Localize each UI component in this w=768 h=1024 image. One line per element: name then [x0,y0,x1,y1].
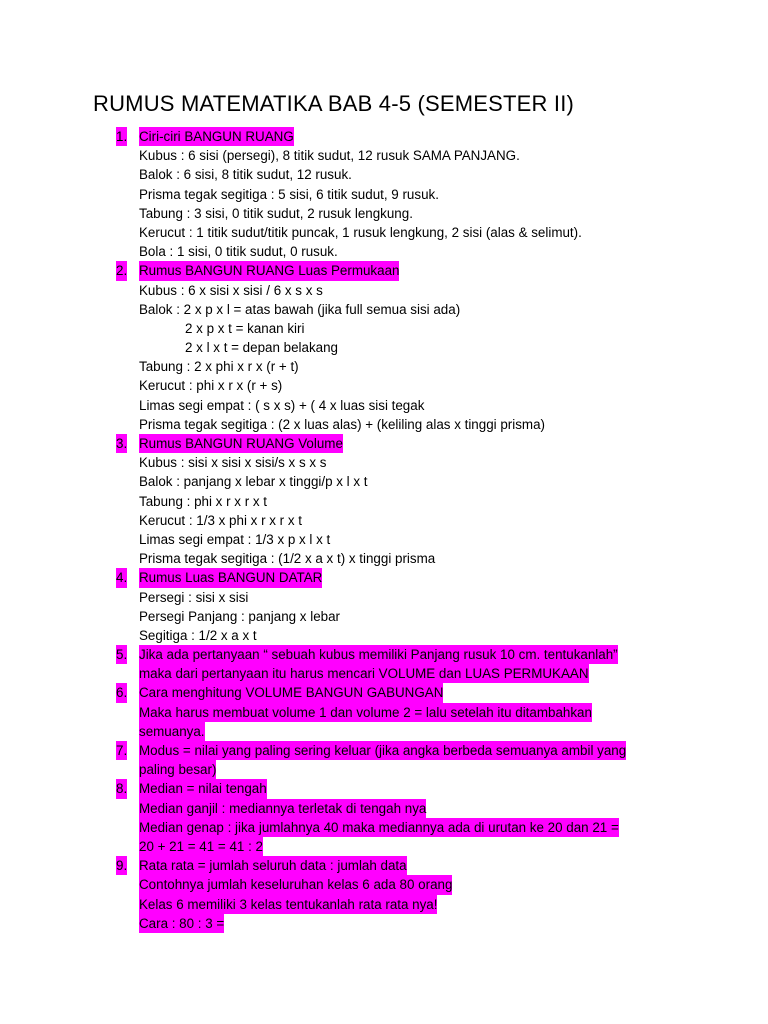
highlighted-text: Median ganjil : mediannya terletak di tengah nya [139,799,426,818]
highlighted-text: Rata rata = jumlah seluruh data : jumlah data [139,856,407,875]
highlighted-text: Rumus Luas BANGUN DATAR [139,568,322,587]
highlighted-text: semuanya. [139,722,205,741]
line-text: Bola : 1 sisi, 0 titik sudut, 0 rusuk. [139,244,338,260]
list-line [116,146,656,165]
line-text: Kubus : sisi x sisi x sisi/s x s x s [139,455,327,471]
list-line [116,165,656,184]
line-text: Prisma tegak segitiga : 5 sisi, 6 titik sudut, 9 rusuk. [139,186,439,202]
highlighted-text: 20 + 21 = 41 = 41 : 2 [139,837,263,856]
item-number: 6. [116,683,127,702]
line-text: Persegi Panjang : panjang x lebar [139,608,340,624]
line-text: Segitiga : 1/2 x a x t [139,627,257,643]
line-text: Kerucut : phi x r x (r + s) [139,378,283,394]
item-number: 3. [116,434,127,453]
list-line [116,357,656,376]
line-text: Persegi : sisi x sisi [139,589,249,605]
numbered-item [116,683,656,702]
list-line [116,626,656,645]
list-line [116,492,656,511]
line-text: 2 x p x t = kanan kiri [185,320,305,336]
highlighted-text: Kelas 6 memiliki 3 kelas tentukanlah rata rata nya! [139,895,437,914]
item-number: 1. [116,127,127,146]
highlighted-text: Cara menghitung VOLUME BANGUN GABUNGAN [139,683,443,702]
list-line [116,837,656,856]
item-number: 2. [116,261,127,280]
highlighted-text: Jika ada pertanyaan “ sebuah kubus memiliki Panjang rusuk 10 cm. tentukanlah” [139,645,618,664]
document-title: RUMUS MATEMATIKA BAB 4-5 (SEMESTER II) [93,91,575,116]
list-line [116,818,656,837]
line-text: 2 x l x t = depan belakang [185,340,338,356]
list-line [116,607,656,626]
item-number: 4. [116,568,127,587]
numbered-item [116,741,656,760]
list-line [116,242,656,261]
highlighted-text: Median = nilai tengah [139,779,267,798]
highlighted-text: Rumus BANGUN RUANG Luas Permukaan [139,261,399,280]
list-line [116,511,656,530]
line-text: Kubus : 6 x sisi x sisi / 6 x s x s [139,282,323,298]
list-line [116,376,656,395]
list-line [116,185,656,204]
numbered-item [116,261,656,280]
list-line [116,914,656,933]
list-line [116,281,656,300]
list-line [116,223,656,242]
line-text: Prisma tegak segitiga : (1/2 x a x t) x tinggi prisma [139,551,436,567]
line-text: Tabung : phi x r x r x t [139,493,268,509]
list-line [116,703,656,722]
line-text: Balok : 2 x p x l = atas bawah (jika full semua sisi ada) [139,301,461,317]
highlighted-text: maka dari pertanyaan itu harus mencari VOLUME dan LUAS PERMUKAAN [139,664,589,683]
line-text: Tabung : 2 x phi x r x (r + t) [139,359,299,375]
numbered-item [116,645,656,664]
highlighted-text: Maka harus membuat volume 1 dan volume 2 = lalu setelah itu ditambahkan [139,703,592,722]
item-number: 9. [116,856,127,875]
list-line [116,300,656,319]
line-text: Kerucut : 1 titik sudut/titik puncak, 1 rusuk lengkung, 2 sisi (alas & selimut). [139,224,582,240]
line-text: Limas segi empat : 1/3 x p x l x t [139,531,331,547]
list-line [116,396,656,415]
highlighted-text: Modus = nilai yang paling sering keluar (jika angka berbeda semuanya ambil yang [139,741,626,760]
numbered-item [116,127,656,146]
list-line [116,319,656,338]
item-number: 8. [116,779,127,798]
highlighted-text: Ciri-ciri BANGUN RUANG [139,127,294,146]
content-list [116,127,656,933]
list-line [116,204,656,223]
list-line [116,760,656,779]
list-line [116,453,656,472]
item-number: 7. [116,741,127,760]
line-text: Kerucut : 1/3 x phi x r x r x t [139,512,302,528]
numbered-item [116,568,656,587]
highlighted-text: Rumus BANGUN RUANG Volume [139,434,343,453]
list-line [116,549,656,568]
list-line [116,799,656,818]
list-line [116,588,656,607]
line-text: Tabung : 3 sisi, 0 titik sudut, 2 rusuk lengkung. [139,205,413,221]
highlighted-text: paling besar) [139,760,216,779]
line-text: Kubus : 6 sisi (persegi), 8 titik sudut, 12 rusuk SAMA PANJANG. [139,148,520,164]
list-line [116,664,656,683]
line-text: Balok : panjang x lebar x tinggi/p x l x t [139,474,368,490]
list-line [116,530,656,549]
highlighted-text: Contohnya jumlah keseluruhan kelas 6 ada 80 orang [139,875,452,894]
list-line [116,415,656,434]
line-text: Limas segi empat : ( s x s) + ( 4 x luas sisi tegak [139,397,425,413]
list-line [116,472,656,491]
line-text: Prisma tegak segitiga : (2 x luas alas) + (keliling alas x tinggi prisma) [139,416,545,432]
numbered-item [116,856,656,875]
highlighted-text: Cara : 80 : 3 = [139,914,224,933]
list-line [116,338,656,357]
numbered-item [116,434,656,453]
list-line [116,722,656,741]
item-number: 5. [116,645,127,664]
list-line [116,875,656,894]
numbered-item [116,779,656,798]
line-text: Balok : 6 sisi, 8 titik sudut, 12 rusuk. [139,167,352,183]
list-line [116,895,656,914]
highlighted-text: Median genap : jika jumlahnya 40 maka mediannya ada di urutan ke 20 dan 21 = [139,818,619,837]
